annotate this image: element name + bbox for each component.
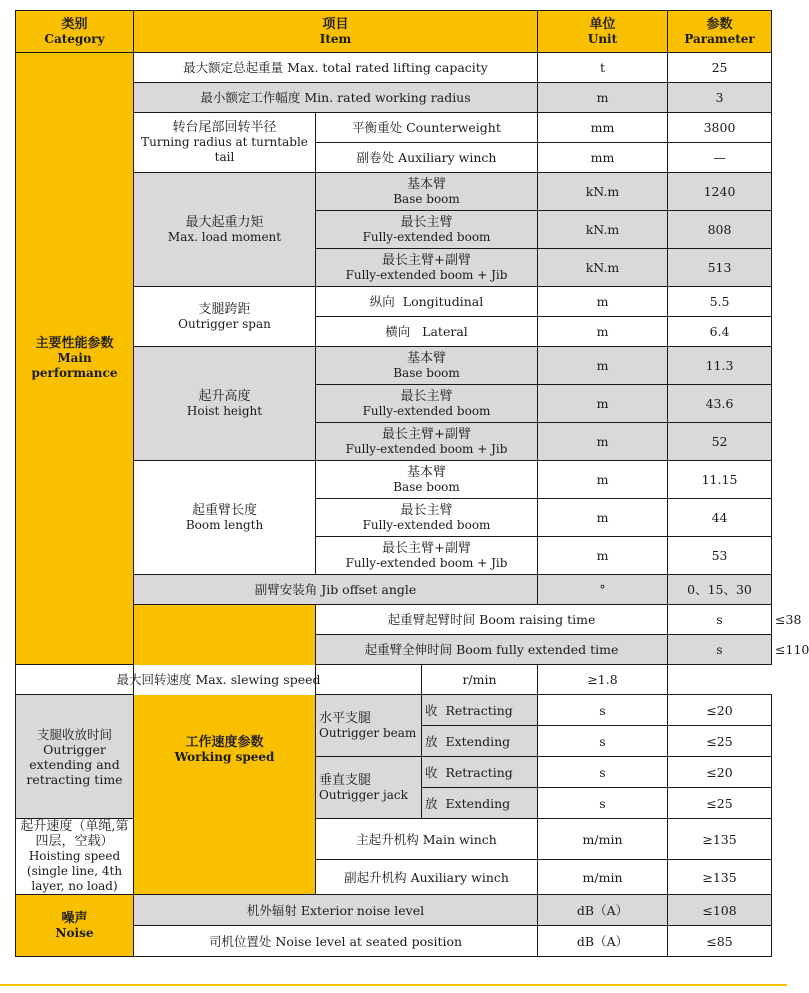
unit-cell: dB（A） [538,895,668,926]
sub-base-boom: 基本臂 Base boom [316,173,538,211]
value-cell: 25 [668,53,772,83]
item-turning-radius: 转台尾部回转半径 Turning radius at turntable tail [134,113,316,173]
value-cell: 513 [668,249,772,287]
table-row [16,895,772,926]
unit-cell: s [668,605,772,635]
unit-cell: m [538,461,668,499]
value-cell: 5.5 [668,287,772,317]
sub-outrigger-jack: 垂直支腿 Outrigger jack [316,757,422,819]
item-outrigger-span: 支腿跨距 Outrigger span [134,287,316,347]
unit-cell: r/min [422,665,538,695]
header-parameter: 参数 Parameter [668,11,772,53]
value-cell: 11.15 [668,461,772,499]
table-row [16,665,772,695]
item-load-moment: 最大起重力矩 Max. load moment [134,173,316,287]
unit-cell: m [538,287,668,317]
item-slewing: 最大回转速度 Max. slewing speed [16,665,422,695]
header-unit: 单位 Unit [538,11,668,53]
table-row: 起重臂全伸时间 Boom fully extended time s ≤110 [16,635,772,665]
sub-extending: 放 Extending [422,788,538,819]
sub-jib: 最长主臂+副臂 Fully-extended boom + Jib [316,249,538,287]
unit-cell: m [538,347,668,385]
value-cell: 808 [668,211,772,249]
value-cell: ≥135 [668,819,772,860]
unit-cell: s [668,635,772,665]
unit-cell: t [538,53,668,83]
unit-cell: m [538,537,668,575]
unit-cell: mm [538,113,668,143]
unit-cell: m/min [538,860,668,895]
item-outrigger-time: 支腿收放时间Outrigger extending and retracting time [16,695,134,819]
unit-cell: m [538,423,668,461]
sub-main-winch: 主起升机构 Main winch [316,819,538,860]
item-exterior-noise: 机外辐射 Exterior noise level [134,895,538,926]
sub-base-boom: 基本臂 Base boom [316,461,538,499]
unit-cell: s [538,757,668,788]
value-cell: ≤20 [668,757,772,788]
sub-base-boom: 基本臂 Base boom [316,347,538,385]
unit-cell: m [538,83,668,113]
sub-longitudinal: 纵向 Longitudinal [316,287,538,317]
item-boom-raising: 起重臂起臂时间 Boom raising time [316,605,668,635]
value-cell: ≤25 [668,788,772,819]
sub-jib: 最长主臂+副臂 Fully-extended boom + Jib [316,537,538,575]
unit-cell: mm [538,143,668,173]
category-main: 主要性能参数 Main performance [16,53,134,665]
table-row: 工作速度参数 Working speed 起重臂起臂时间 Boom raising time s ≤38 [16,605,772,635]
value-cell: 44 [668,499,772,537]
unit-cell: kN.m [538,249,668,287]
item-min-radius: 最小额定工作幅度 Min. rated working radius [134,83,538,113]
unit-cell: s [538,695,668,726]
table-row [16,819,772,860]
value-cell: 0、15、30 [668,575,772,605]
value-cell: 6.4 [668,317,772,347]
item-boom-length: 起重臂长度 Boom length [134,461,316,575]
value-cell: 3800 [668,113,772,143]
sub-jib: 最长主臂+副臂 Fully-extended boom + Jib [316,423,538,461]
value-cell: 11.3 [668,347,772,385]
header-row [16,11,772,53]
value-cell: ≤25 [668,726,772,757]
sub-outrigger-beam: 水平支腿 Outrigger beam [316,695,422,757]
item-boom-extend: 起重臂全伸时间 Boom fully extended time [316,635,668,665]
value-cell: ≥135 [668,860,772,895]
value-cell: 1240 [668,173,772,211]
unit-cell: m [538,499,668,537]
sub-lateral: 横向 Lateral [316,317,538,347]
unit-cell: s [538,788,668,819]
unit-cell: s [538,726,668,757]
item-hoisting-speed: 起升速度（单绳,第四层，空载） Hoisting speed (single line, 4th layer, no load) [16,819,134,895]
category-noise: 噪声 Noise [16,895,134,957]
value-cell: ≤85 [668,926,772,957]
sub-full-boom: 最长主臂 Fully-extended boom [316,211,538,249]
value-cell: 43.6 [668,385,772,423]
header-item: 项目 Item [134,11,538,53]
sub-retracting: 收 Retracting [422,757,538,788]
item-seated-noise: 司机位置处 Noise level at seated position [134,926,538,957]
sub-retracting: 收 Retracting [422,695,538,726]
footer-rule [0,984,787,986]
item-jib-offset: 副臂安装角 Jib offset angle [134,575,538,605]
sub-aux-winch: 副起升机构 Auxiliary winch [316,860,538,895]
value-cell: ≤20 [668,695,772,726]
unit-cell: dB（A） [538,926,668,957]
value-cell: 3 [668,83,772,113]
sub-extending: 放 Extending [422,726,538,757]
header-category: 类别 Category [16,11,134,53]
item-max-capacity: 最大额定总起重量 Max. total rated lifting capacity [134,53,538,83]
sub-full-boom: 最长主臂 Fully-extended boom [316,385,538,423]
value-cell: 53 [668,537,772,575]
table-row [16,695,772,726]
unit-cell: m [538,317,668,347]
sub-full-boom: 最长主臂 Fully-extended boom [316,499,538,537]
unit-cell: kN.m [538,211,668,249]
value-cell: ≤108 [668,895,772,926]
value-cell: 52 [668,423,772,461]
value-cell: — [668,143,772,173]
table-row [16,53,772,83]
sub-aux-winch: 副卷处 Auxiliary winch [316,143,538,173]
unit-cell: kN.m [538,173,668,211]
sub-counterweight: 平衡重处 Counterweight [316,113,538,143]
unit-cell: m [538,385,668,423]
unit-cell: ° [538,575,668,605]
value-cell: ≥1.8 [538,665,668,695]
item-hoist-height: 起升高度 Hoist height [134,347,316,461]
spec-table [15,10,809,957]
unit-cell: m/min [538,819,668,860]
category-speed: 工作速度参数 Working speed [134,605,316,895]
